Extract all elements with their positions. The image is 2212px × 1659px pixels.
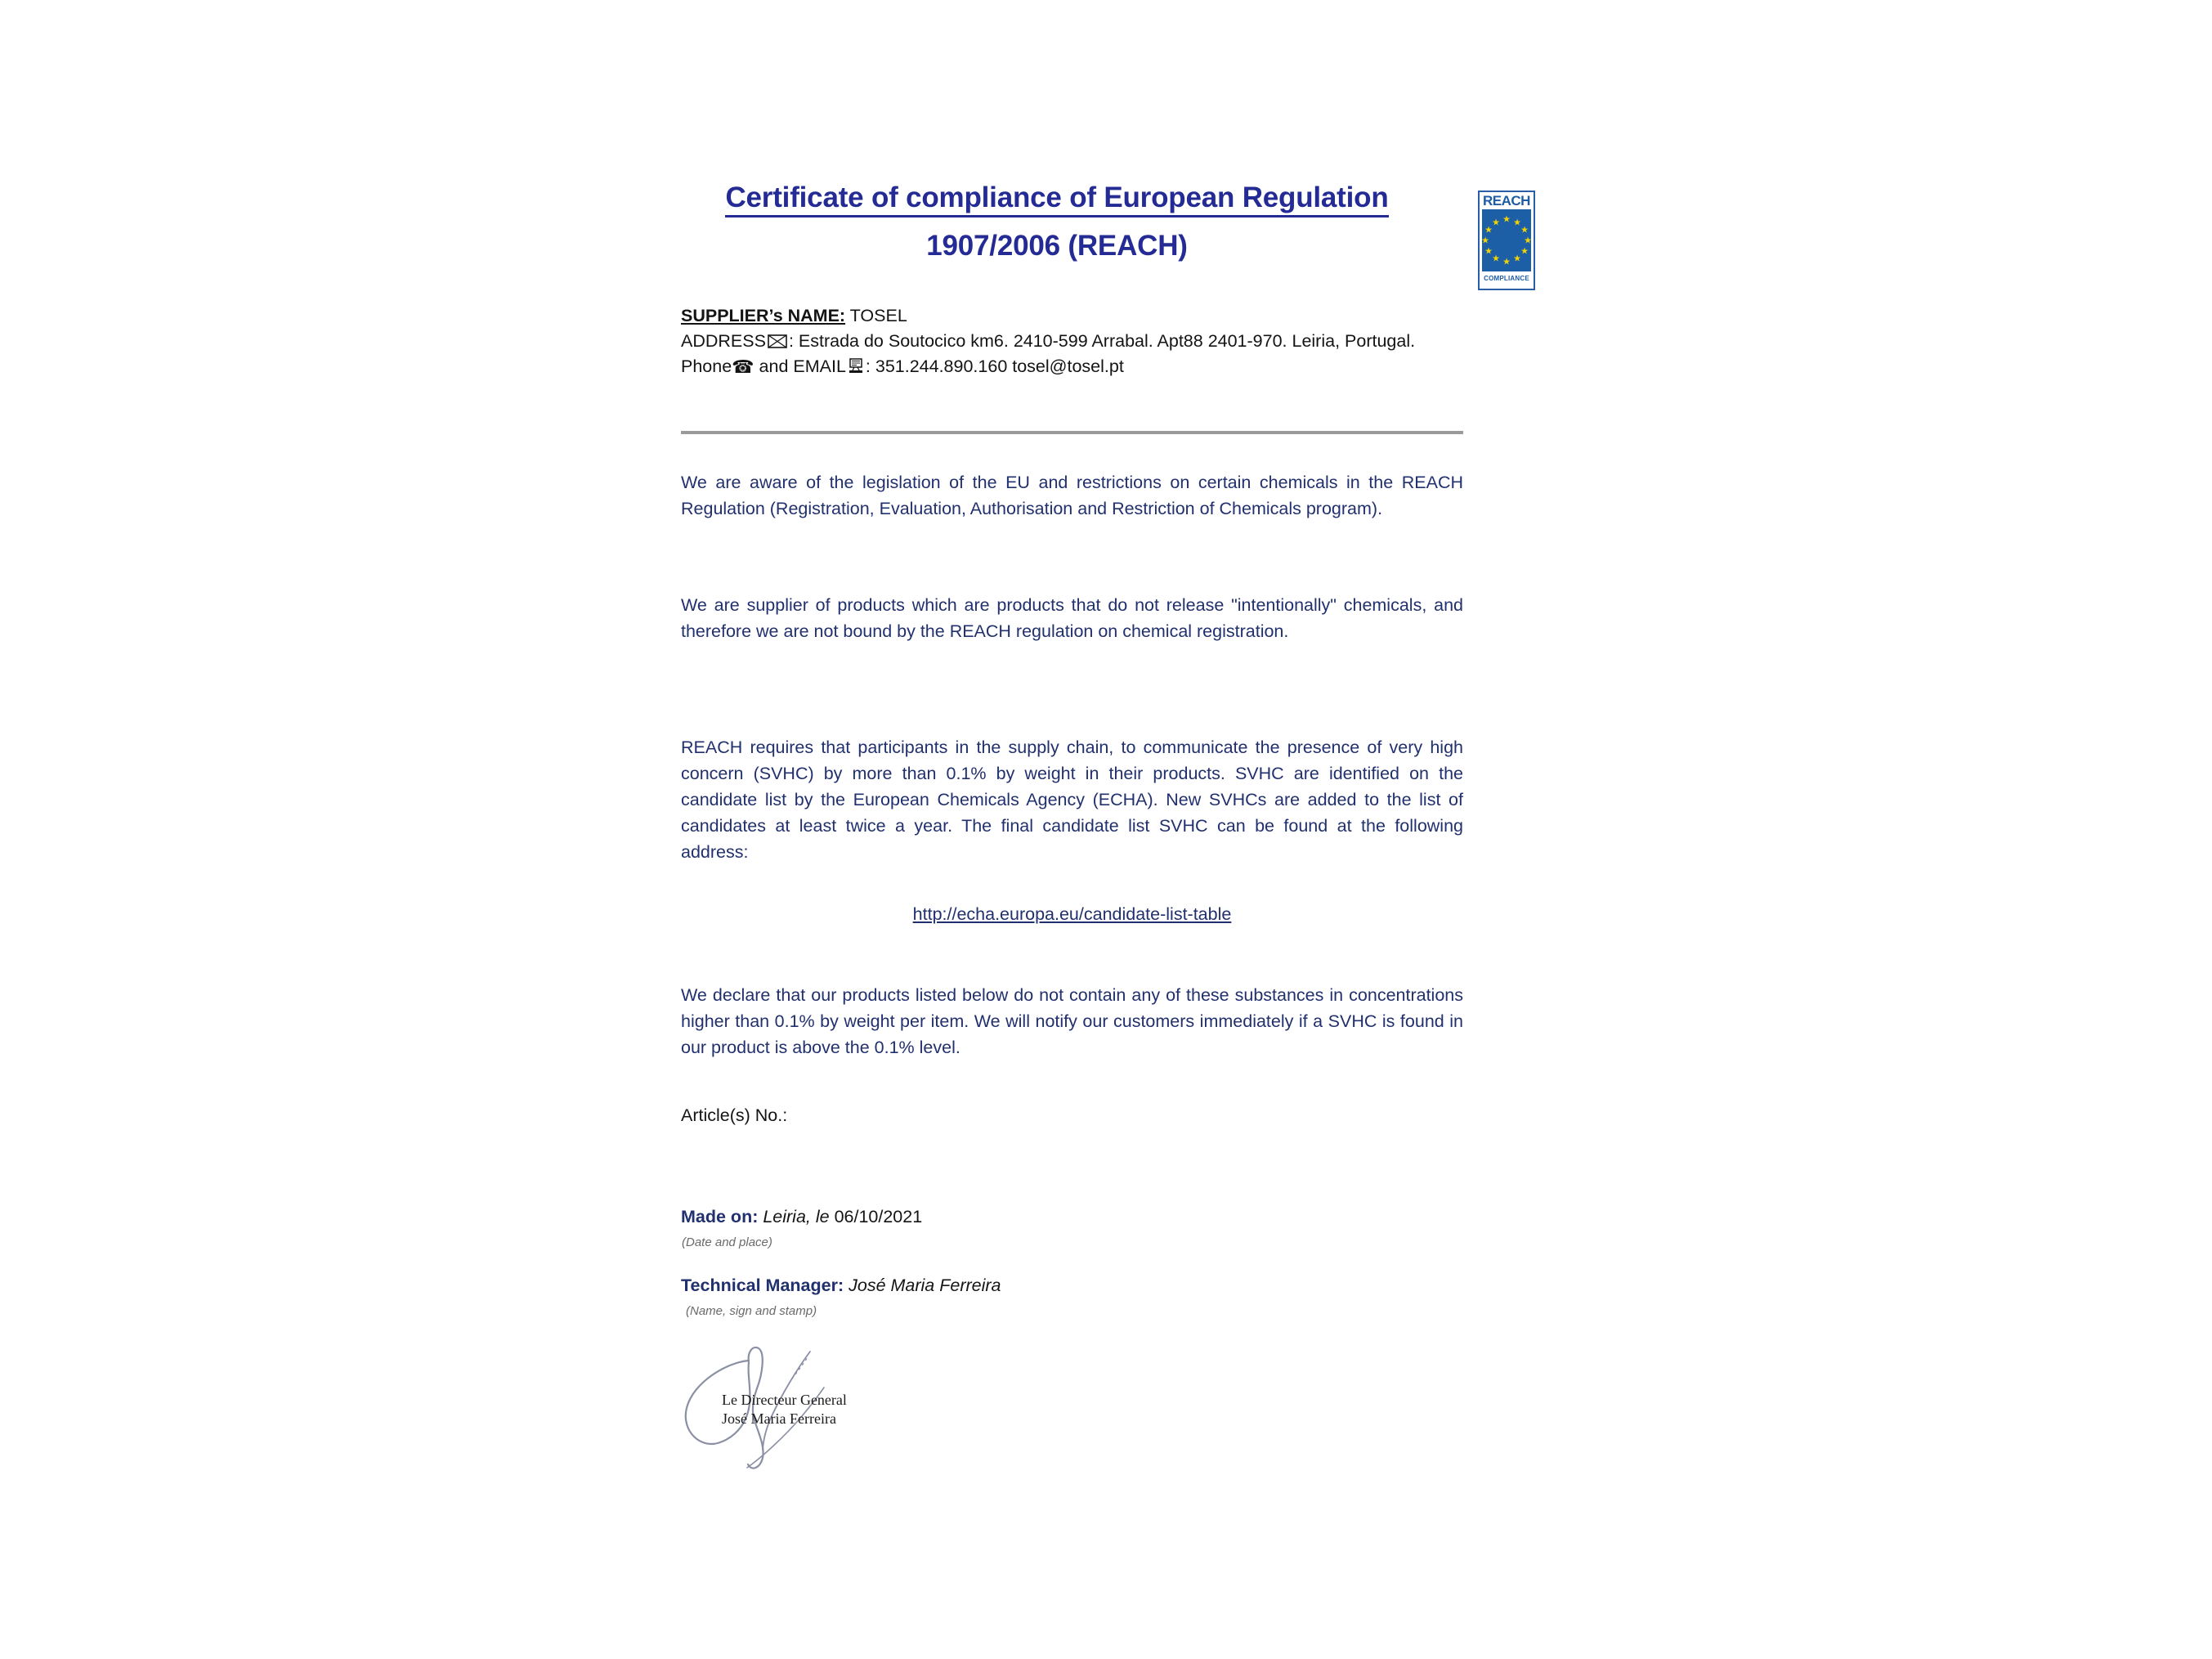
phone-label: Phone (681, 356, 732, 376)
paragraph-declaration: We declare that our products listed below do not contain any of these substances in concentrations higher than 0.1% by weight per item. We will notify our customers immediately if a SVHC is found in our product is above the 0.1% level. (681, 985, 1463, 1057)
made-on-label: Made on: (681, 1207, 759, 1226)
eu-star-icon (1492, 218, 1500, 227)
technical-manager-name: José Maria Ferreira (844, 1276, 1001, 1295)
made-on-place: Leiria, le (758, 1207, 835, 1226)
title-line-1: Certificate of compliance of European Regulation (725, 182, 1388, 217)
supplier-block (681, 303, 1463, 380)
supplier-name-label: SUPPLIER’s NAME: (681, 306, 846, 325)
candidate-list-link-line (681, 904, 1463, 925)
technical-manager-line (681, 1276, 1001, 1296)
made-on-line (681, 1207, 922, 1227)
reach-compliance-logo (1478, 191, 1535, 290)
eu-star-icon (1484, 247, 1493, 256)
eu-star-icon (1524, 236, 1532, 245)
eu-flag (1482, 209, 1531, 271)
eu-star-icon (1520, 226, 1529, 235)
date-place-note: (Date and place) (682, 1235, 772, 1249)
name-sign-stamp-note: (Name, sign and stamp) (686, 1304, 817, 1318)
logo-reach-text: REACH (1483, 193, 1530, 208)
candidate-list-link[interactable]: http://echa.europa.eu/candidate-list-table (912, 904, 1232, 924)
telephone-icon: ☎ (732, 357, 754, 378)
eu-star-icon (1513, 254, 1521, 263)
signature-name: José Maria Ferreira (722, 1410, 836, 1427)
eu-star-icon (1492, 254, 1500, 263)
technical-manager-label: Technical Manager: (681, 1276, 844, 1295)
eu-star-icon (1502, 215, 1511, 224)
made-on-date: 06/10/2021 (834, 1207, 923, 1226)
section-divider (681, 431, 1463, 434)
computer-icon (848, 358, 864, 374)
eu-star-icon (1481, 236, 1489, 245)
supplier-address-line (681, 329, 1463, 354)
signature-title: Le Directeur General (722, 1392, 847, 1408)
email-conjunction: and EMAIL (754, 356, 846, 376)
paragraph-svhc: REACH requires that participants in the supply chain, to communicate the presence of very high concern (SVHC) by more than 0.1% by weight in their products. SVHC are identified on the candidate list by the European Chemicals Agency (ECHA). New SVHCs are added to the list of candidates at least twice a year. The final candidate list SVHC can be found at the following address: (681, 738, 1463, 862)
title-line-2: 1907/2006 (REACH) (926, 230, 1188, 262)
contact-value: : 351.244.890.160 tosel@tosel.pt (865, 356, 1124, 376)
boxed-envelope-icon (768, 334, 787, 348)
logo-compliance-text: COMPLIANCE (1484, 275, 1529, 282)
supplier-name-value: TOSEL (845, 306, 907, 325)
address-label: ADDRESS (681, 331, 766, 351)
article-number-label: Article(s) No.: (681, 1105, 788, 1125)
eu-star-icon (1520, 247, 1529, 256)
eu-star-icon (1502, 258, 1511, 267)
paragraph-awareness: We are aware of the legislation of the EU and restrictions on certain chemicals in the REACH Regulation (Registration, Evaluation, Authorisation and Restriction of Chemicals program). (681, 473, 1463, 518)
address-value: : Estrada do Soutocico km6. 2410-599 Arrabal. Apt88 2401-970. Leiria, Portugal. (788, 331, 1416, 351)
supplier-contact-line (681, 354, 1463, 380)
supplier-name-line (681, 303, 1463, 329)
signature-stamp-text (722, 1391, 847, 1428)
paragraph-supplier-statement: We are supplier of products which are products that do not release "intentionally" chemicals, and therefore we are not bound by the REACH regulation on chemical registration. (681, 595, 1463, 641)
page-title (681, 173, 1433, 270)
